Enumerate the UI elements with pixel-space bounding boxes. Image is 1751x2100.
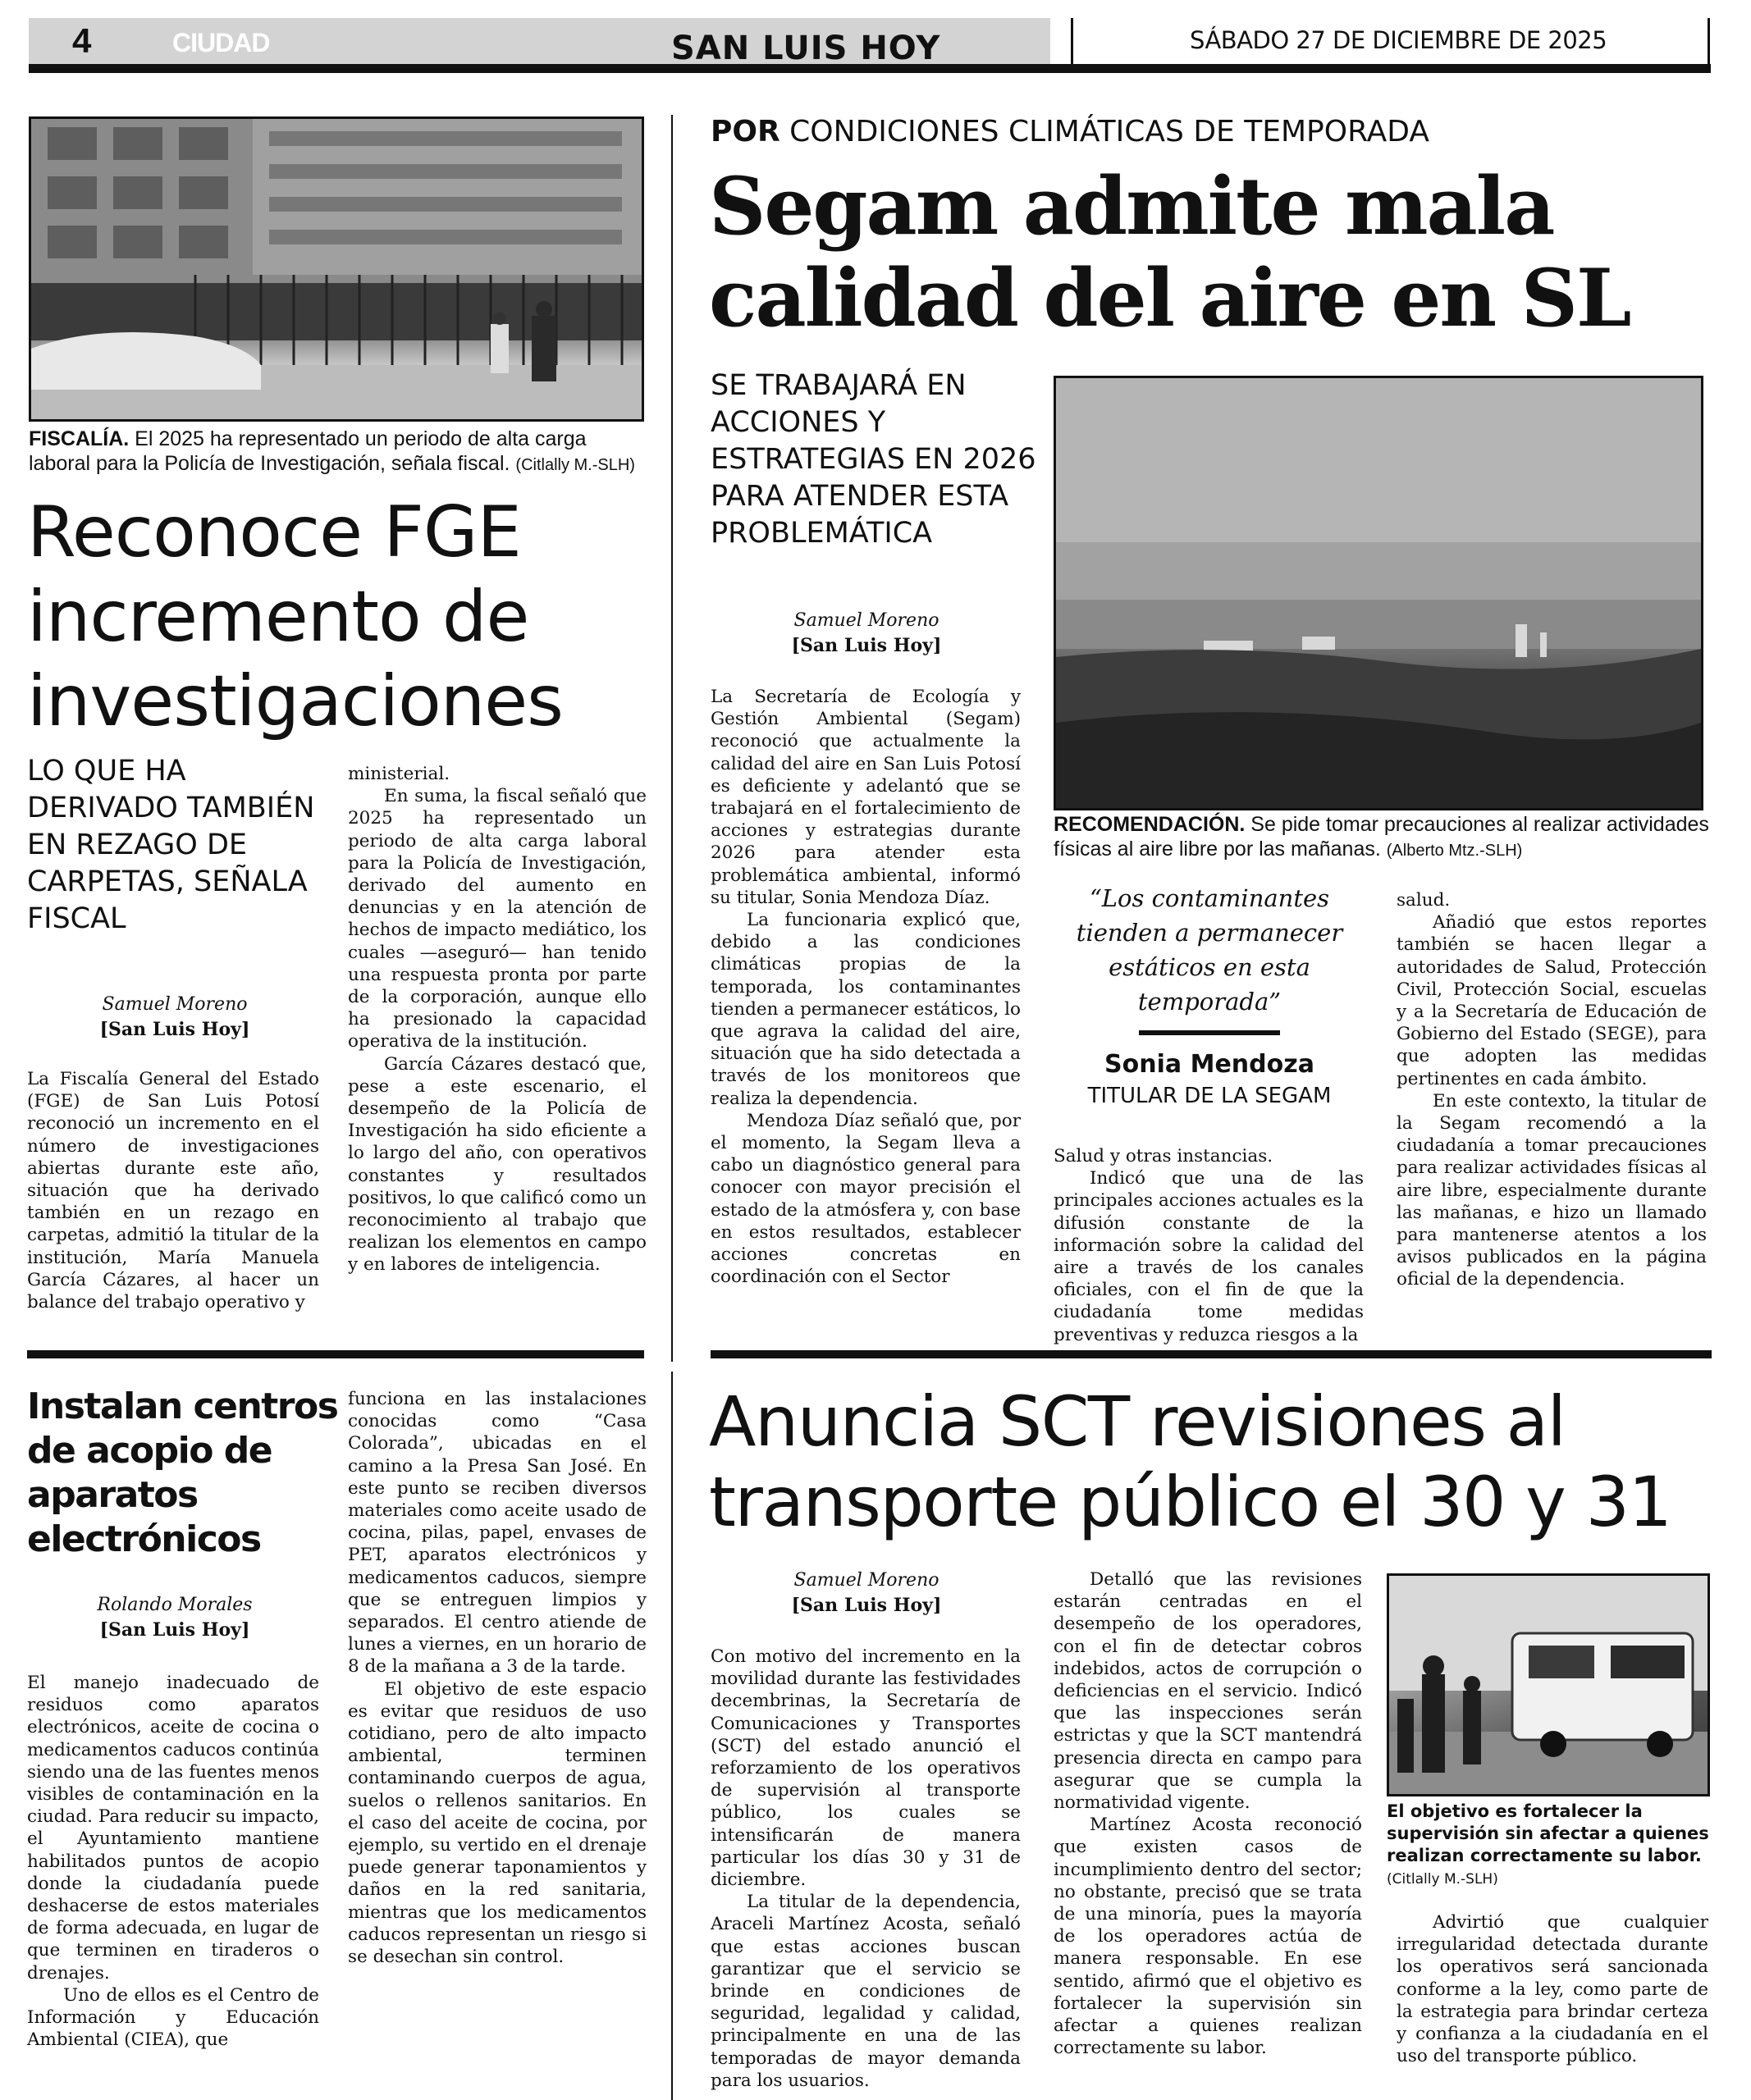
fiscalia-photo-illustration [31,119,642,419]
fiscalia-photo-caption [29,427,652,477]
paragraph: Uno de ellos es el Centro de Información y Educación Ambiental (CIEA), que [27,1984,319,2051]
photo-credit: (Alberto Mtz.-SLH) [1386,842,1523,860]
public-transport-bus-photo [1387,1573,1710,1796]
paragraph: En este contexto, la titular de la Segam recomendó a la ciudadanía a tomar precauciones para realizar actividades físicas al aire libre, especialmente durante las mañanas, e hizo un llamado para mantenerse atentos a los avisos publicados en la página oficial de la dependencia. [1397,1090,1707,1290]
paragraph: La Fiscalía General del Estado (FGE) de San Luis Potosí reconoció un incremento en el número de investigaciones abiertas durante este año, situación que ha derivado también en un rezago en carpetas, admitió la titular de la institución, María Manuela García Cázares, al hacer un balance del trabajo operativo y [27,1069,319,1313]
acopio-body-col1 [27,1672,319,2051]
paragraph: Detalló que las revisiones estarán centradas en el desempeño de los operadores, con el fin de detectar cobros indebidos, actos de corrupción o deficiencias en el servicio. Indicó que las inspecciones serán estrictas y que la SCT mantendrá presencia directa en campo para asegurar que se cumpla la normatividad vigente. [1054,1569,1362,1814]
quote-rule [1139,1030,1280,1035]
photo-credit: (Citlally M.-SLH) [515,456,635,474]
acopio-body-col2 [348,1388,647,1968]
sct-body-col3 [1397,1911,1708,2067]
fge-headline: Reconoce FGE incremento de investigaciones [27,491,563,742]
air-quality-city-photo [1054,376,1703,810]
kicker-bold: POR [711,115,780,148]
pull-quote [1054,881,1365,1108]
section-rule [27,1350,644,1358]
byline-outlet: [San Luis Hoy] [791,635,942,656]
caption-label: FISCALÍA. [29,427,130,450]
paragraph: ministerial. [348,764,450,784]
photo-credit: (Citlally M.-SLH) [1387,1871,1498,1888]
paragraph: El manejo inadecuado de residuos como aparatos electrónicos, aceite de cocina o medicamentos caducos continúa siendo una de las fuentes menos visibles de contaminación en la ciudad. Para reducir su impacto, el Ayuntamiento mantiene habilitados puntos de acopio donde la ciudadanía puede deshacerse de estos materiales de forma adecuada, en lugar de que terminen en tiraderos o drenajes. [27,1673,319,1984]
caption-text: El 2025 ha representado un periodo de alta carga laboral para la Policía de Investigación, señala fiscal. [29,427,587,475]
paragraph: Con motivo del incremento en la movilidad durante las festividades decembrinas, la Secretaría de Comunicaciones y Transportes (SCT) del estado anunció el reforzamiento de los operativos de supervisión al transporte público, los cuales se intensificarán de manera particular los días 30 y 31 de diciembre. [711,1646,1021,1891]
segam-byline [711,609,1022,658]
sct-headline: Anuncia SCT revisiones al transporte público el 30 y 31 [709,1381,1671,1542]
paragraph: Salud y otras instancias. [1054,1146,1273,1166]
paragraph: García Cázares destacó que, pese a este escenario, el desempeño de la Policía de Investigación ha sido eficiente a lo largo del año, con operativos constantes y resultados positivos, lo que calificó como un reconocimiento al trabajo que realizan los elementos en campo y en labores de inteligencia. [348,1053,647,1276]
acopio-byline [27,1593,322,1642]
sct-byline [711,1568,1022,1618]
paragraph: La funcionaria explicó que, debido a las condiciones climáticas propias de la temporada, los contaminantes tienden a permanecer estáticos, lo que agrava la calidad del aire, situación que ha sido detectada a través de los monitoreos que realiza la dependencia. [711,910,1021,1109]
fge-deck: LO QUE HA DERIVADO TAMBIÉN EN REZAGO DE CARPETAS, SEÑALA FISCAL [27,755,315,935]
bus-photo-caption [1387,1801,1712,1891]
fiscalia-building-photo [29,116,644,422]
city-haze-illustration [1056,378,1701,808]
section-rule [711,1350,1712,1358]
sct-body-col1 [711,1646,1021,2092]
segam-kicker [711,113,1712,151]
byline-author: Rolando Morales [97,1595,253,1615]
segam-body-col1 [711,686,1021,1288]
byline-outlet: [San Luis Hoy] [99,1019,250,1040]
paragraph: Martínez Acosta reconoció que existen casos de incumplimiento dentro del sector; no obstante, precisó que se trata de una minoría, pues la mayoría de los operadores actúa de manera responsable. En ese sentido, afirmó que el objetivo es fortalecer la supervisión sin afectar a quienes realizan correctamente su labor. [1054,1815,1362,2059]
paragraph: Añadió que estos reportes también se hacen llegar a autoridades de Salud, Protección Civil, Protección Social, escuelas y a la Secretaría de Educación de Gobierno del Estado (SEGE), para que adopten las medidas pertinentes en cada ámbito. [1397,912,1707,1089]
byline-outlet: [San Luis Hoy] [99,1619,250,1641]
section-name: CIUDAD [172,28,270,57]
paragraph: El objetivo de este espacio es evitar que residuos de uso cotidiano, pero de alto impacto ambiental, terminen contaminando cuerpos de agua, suelos o rellenos sanitarios. En el caso del aceite de cocina, por ejemplo, su vertido en el drenaje puede generar taponamientos y daños en la red sanitaria, mientras que los medicamentos caducos representan un riesgo si se desechan sin control. [348,1678,647,1968]
acopio-headline: Instalan centros de acopio de aparatos electrónicos [27,1386,338,1560]
paragraph: Mendoza Díaz señaló que, por el momento, la Segam lleva a cabo un diagnóstico general para conocer con mayor precisión el estado de la atmósfera y, con base en estos resultados, establecer acciones concretas en coordinación con el Sector [711,1110,1021,1288]
paragraph: salud. [1397,890,1451,911]
air-photo-caption [1054,812,1718,863]
segam-body-col2 [1054,1145,1364,1346]
column-divider [671,115,673,1362]
byline-outlet: [San Luis Hoy] [791,1595,942,1616]
fge-body-col1 [27,1068,319,1313]
caption-label: RECOMENDACIÓN. [1054,813,1246,836]
quote-text: “Los contaminantes tienden a permanecer estáticos en esta temporada” [1076,884,1343,1016]
byline-author: Samuel Moreno [793,1570,940,1591]
segam-body-col3 [1397,889,1707,1291]
paragraph: funciona en las instalaciones conocidas como “Casa Colorada”, ubicadas en el camino a la Presa San José. En este punto se reciben diversos materiales como aceite usado de cocina, pilas, papel, envases de PET, aparatos electrónicos y medicamentos caducos, siempre que se entreguen limpios y separados. El centro atiende de lunes a viernes, en un horario de 8 de la mañana a 3 de la tarde. [348,1389,647,1678]
quote-attribution-name: Sonia Mendoza [1104,1050,1314,1079]
segam-headline: Segam admite mala calidad del aire en SL [709,160,1630,345]
column-divider [671,1372,673,2100]
newspaper-name: SAN LUIS HOY [671,30,941,67]
caption-text: Se pide tomar precauciones al realizar actividades físicas al aire libre por las mañanas. [1054,813,1709,861]
caption-text: El objetivo es fortalecer la supervisión sin afectar a quienes realizan correctamente su labor. [1387,1801,1709,1865]
paragraph: Indicó que una de las principales acciones actuales es la difusión constante de la información sobre la calidad del aire a través de los canales oficiales, con el fin de que la ciudadanía tome medidas preventivas y reduzca riesgos a la [1054,1168,1364,1345]
quote-attribution-title: TITULAR DE LA SEGAM [1087,1084,1332,1108]
byline-author: Samuel Moreno [102,994,248,1015]
kicker-rest: CONDICIONES CLIMÁTICAS DE TEMPORADA [779,115,1429,148]
paragraph: La Secretaría de Ecología y Gestión Ambiental (Segam) reconoció que actualmente la calidad del aire en San Luis Potosí es deficiente y adelantó que se trabajará en el fortalecimiento de acciones y estrategias durante 2026 para atender esta problemática ambiental, informó su titular, Sonia Mendoza Díaz. [711,687,1021,908]
fge-byline [27,993,322,1042]
byline-author: Samuel Moreno [793,610,940,631]
bus-illustration [1389,1576,1708,1794]
sct-body-col2 [1054,1568,1362,2059]
paragraph: Advirtió que cualquier irregularidad detectada durante los operativos será sancionada conforme a la ley, como parte de la estrategia para brindar certeza y confianza a la ciudadanía en el uso del transporte público. [1397,1912,1708,2067]
page-number: 4 [72,21,92,60]
paragraph: La titular de la dependencia, Araceli Martínez Acosta, señaló que estas acciones buscan garantizar que el servicio se brinde en condiciones de seguridad, legalidad y calidad, principalmente en una de las temporadas de mayor demanda para los usuarios. [711,1892,1021,2091]
masthead-divider [1071,18,1073,66]
issue-date: SÁBADO 27 DE DICIEMBRE DE 2025 [1190,26,1607,54]
segam-deck: SE TRABAJARÁ EN ACCIONES Y ESTRATEGIAS EN 2026 PARA ATENDER ESTA PROBLEMÁTICA [711,369,1036,550]
paragraph: En suma, la fiscal señaló que 2025 ha representado un periodo de alta carga laboral para la Policía de Investigación, derivado del aumento en denuncias y en la atención de hechos de impacto mediático, los cuales —aseguró— han tenido una respuesta pronta por parte de la corporación, aunque ello ha presionado la capacidad operativa de la institución. [348,786,647,1052]
fge-body-col2 [348,763,647,1276]
masthead-edge [1708,18,1710,66]
